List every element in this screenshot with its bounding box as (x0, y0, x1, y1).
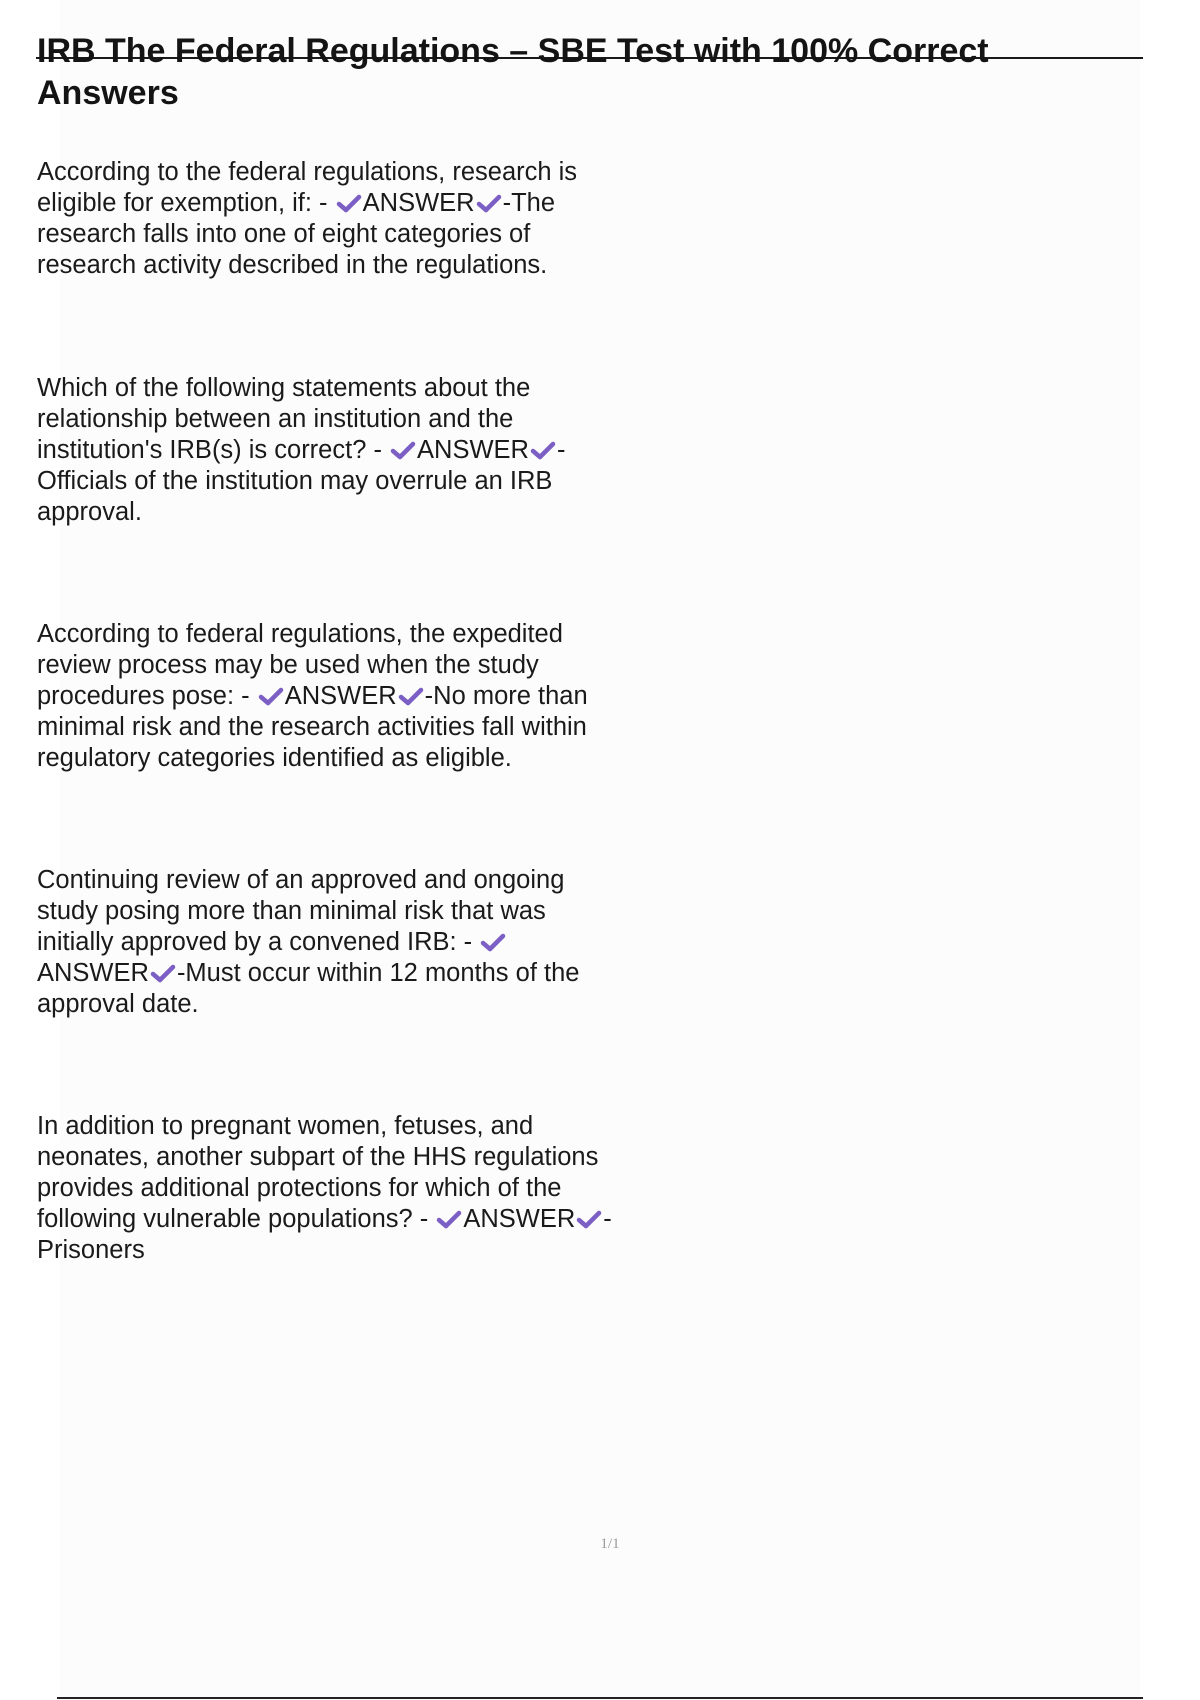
question-text: According to the federal regulations, research is eligible for exemption, if: - (37, 158, 578, 217)
checkmark-icon (529, 439, 557, 461)
answer-marker: ANSWER (362, 189, 475, 217)
question-text: In addition to pregnant women, fetuses, and neonates, another subpart of the HHS regulations provides additional protections for which of the following vulnerable populations? - (37, 1112, 599, 1233)
answer-marker: ANSWER (284, 682, 397, 710)
qa-item-5 (37, 1111, 617, 1266)
checkmark-icon (435, 1208, 463, 1230)
answer-marker: ANSWER (37, 959, 149, 987)
checkmark-icon (389, 439, 417, 461)
answer-text: -Must occur within 12 months of the approval date. (37, 959, 580, 1018)
answer-text: -No more than minimal risk and the research activities fall within regulatory categories identified as eligible. (37, 682, 588, 772)
answer-marker: ANSWER (417, 436, 529, 464)
qa-item-2 (37, 373, 617, 528)
answer-text: -The research falls into one of eight categories of research activity described in the regulations. (37, 189, 556, 279)
qa-item-1 (37, 157, 617, 281)
footer-rule (57, 1697, 1143, 1699)
checkmark-icon (475, 192, 503, 214)
checkmark-icon (575, 1208, 603, 1230)
checkmark-icon (335, 192, 363, 214)
answer-text: -Officials of the institution may overrule an IRB approval. (37, 436, 566, 526)
checkmark-icon (397, 685, 425, 707)
checkmark-icon (479, 931, 507, 953)
document-title: IRB The Federal Regulations – SBE Test with 100% Correct Answers (37, 32, 989, 112)
checkmark-icon (149, 962, 177, 984)
answer-text: -Prisoners (37, 1205, 612, 1264)
question-text: Which of the following statements about the relationship between an institution and the institution's IRB(s) is correct? - (37, 374, 531, 464)
answer-marker: ANSWER (463, 1205, 576, 1233)
qa-item-3 (37, 619, 617, 774)
question-text: Continuing review of an approved and ongoing study posing more than minimal risk that was initially approved by a convened IRB: - (37, 866, 565, 956)
page-number: 1/1 (600, 1536, 620, 1552)
qa-item-4 (37, 865, 617, 1020)
question-text: According to federal regulations, the expedited review process may be used when the study procedures pose: - (37, 620, 563, 710)
checkmark-icon (257, 685, 285, 707)
